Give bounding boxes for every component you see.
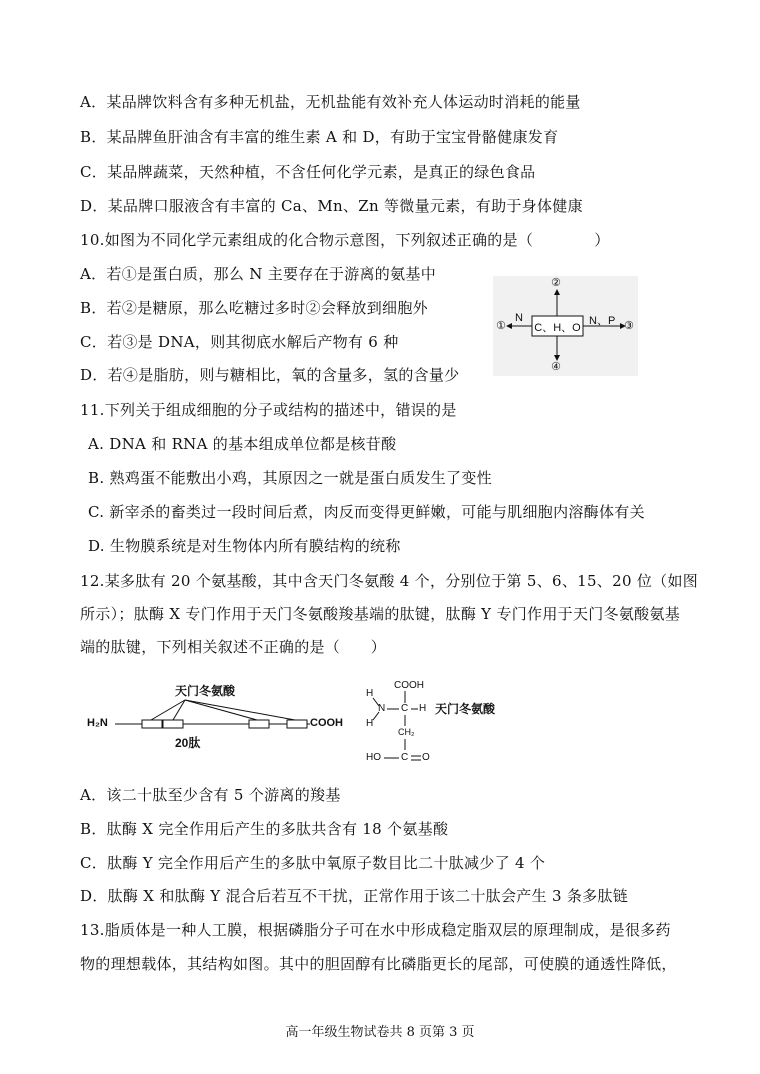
q12-struct-label: 天门冬氨酸 [435, 702, 496, 716]
q12-stem-line-1: 12.某多肽有 20 个氨基酸，其中含天门冬氨酸 4 个，分别位于第 5、6、15、20 位（如图 [80, 572, 699, 590]
q10-circle-1: ① [496, 320, 506, 332]
q12-option-d: D．肽酶 X 和肽酶 Y 混合后若互不干扰，正常作用于该二十肽会产生 3 条多肽链 [80, 887, 629, 905]
q11-option-a: A. DNA 和 RNA 的基本组成单位都是核苷酸 [88, 435, 397, 453]
q13-line-1: 13.脂质体是一种人工膜，根据磷脂分子可在水中形成稳定脂双层的原理制成，是很多药 [80, 921, 671, 939]
q12-option-b: B．肽酶 X 完全作用后产生的多肽共含有 18 个氨基酸 [80, 820, 449, 838]
q9-option-c: C．某品牌蔬菜，天然种植，不含任何化学元素，是真正的绿色食品 [80, 163, 536, 181]
q12-h2n: H₂N [87, 717, 108, 729]
q12-struct-c2: C [401, 752, 409, 763]
q12-struct-ch2: CH₂ [398, 727, 415, 737]
q12-peptide-diagram [85, 676, 355, 756]
q12-asp-label: 天门冬氨酸 [175, 684, 236, 698]
q10-option-b: B．若②是糖原，那么吃糖过多时②会释放到细胞外 [80, 299, 428, 317]
q10-right-label: N、P [589, 315, 616, 327]
page-footer: 高一年级生物试卷共 8 页第 3 页 [285, 1025, 475, 1040]
q12-struct-h2: H [366, 718, 374, 729]
q12-cooh: COOH [310, 717, 343, 729]
q12-stem-line-3: 端的肽键，下列相关叙述不正确的是（ ） [80, 638, 387, 656]
q12-aspartate-structure [362, 676, 522, 768]
q9-option-d: D．某品牌口服液含有丰富的 Ca、Mn、Zn 等微量元素，有助于身体健康 [80, 197, 583, 215]
q11-option-c: C. 新宰杀的畜类过一段时间后煮，肉反而变得更鲜嫩，可能与肌细胞内溶酶体有关 [88, 503, 645, 521]
q12-option-a: A．该二十肽至少含有 5 个游离的羧基 [80, 786, 341, 804]
q11-stem: 11.下列关于组成细胞的分子或结构的描述中，错误的是 [80, 401, 457, 419]
q12-struct-n: N [378, 703, 386, 714]
q10-option-c: C．若③是 DNA，则其彻底水解后产物有 6 种 [80, 333, 399, 351]
q12-struct-cooh: COOH [394, 680, 424, 691]
q12-peptide-label: 20肽 [175, 736, 201, 750]
q10-circle-3: ③ [624, 320, 634, 332]
q12-structure-bonds [362, 676, 522, 768]
q10-circle-4: ④ [551, 361, 561, 373]
q10-stem: 10.如图为不同化学元素组成的化合物示意图，下列叙述正确的是（ ） [80, 231, 610, 249]
q10-left-label: N [515, 312, 523, 324]
q11-option-b: B. 熟鸡蛋不能敷出小鸡，其原因之一就是蛋白质发生了变性 [88, 469, 492, 487]
q10-circle-2: ② [551, 277, 561, 289]
q11-option-d: D. 生物膜系统是对生物体内所有膜结构的统称 [88, 537, 401, 555]
q10-center-label: C、H、O [534, 322, 581, 334]
q9-option-a: A．某品牌饮料含有多种无机盐，无机盐能有效补充人体运动时消耗的能量 [80, 93, 581, 111]
q9-option-b: B．某品牌鱼肝油含有丰富的维生素 A 和 D，有助于宝宝骨骼健康发育 [80, 128, 559, 146]
q10-option-d: D．若④是脂肪，则与糖相比，氧的含量多，氢的含量少 [80, 366, 460, 384]
q12-struct-c: C [401, 703, 409, 714]
q12-struct-h3: H [419, 703, 427, 714]
q13-line-2: 物的理想载体，其结构如图。其中的胆固醇有比磷脂更长的尾部，可使膜的通透性降低， [80, 955, 677, 973]
q12-struct-ho: HO [366, 752, 381, 763]
q12-option-c: C．肽酶 Y 完全作用后产生的多肽中氧原子数目比二十肽减少了 4 个 [80, 854, 546, 872]
q10-option-a: A．若①是蛋白质，那么 N 主要存在于游离的氨基中 [80, 265, 436, 283]
q12-struct-h1: H [366, 688, 374, 699]
q12-struct-o: O [422, 752, 430, 763]
q10-element-diagram [493, 276, 638, 376]
q12-stem-line-2: 所示）；肽酶 X 专门作用于天门冬氨酸羧基端的肽键，肽酶 Y 专门作用于天门冬氨酸氨基 [80, 605, 681, 623]
